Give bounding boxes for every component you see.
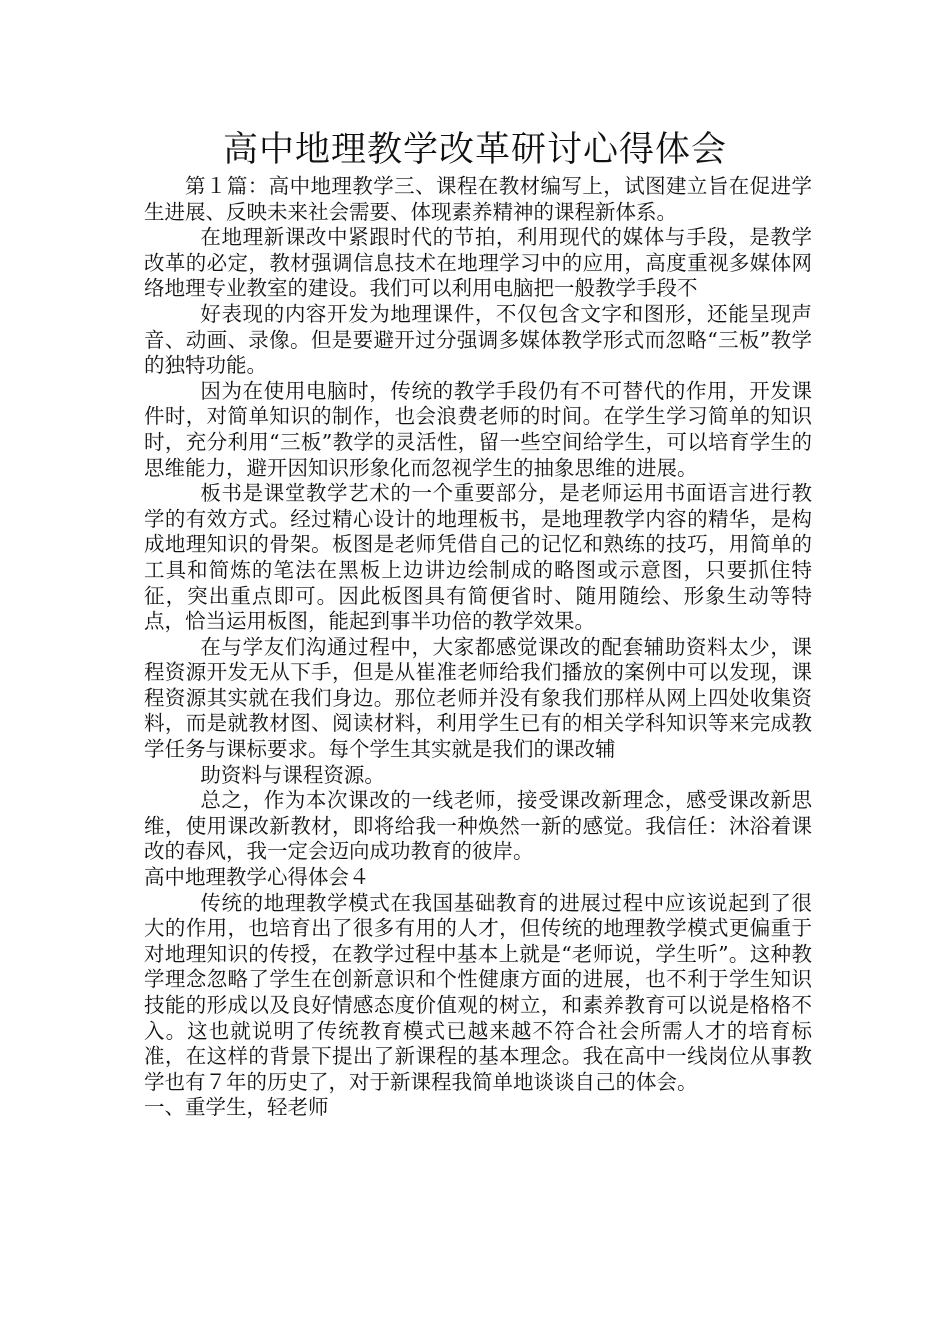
section-heading-4: 高中地理教学心得体会４ [144, 865, 370, 890]
paragraph-7: 助资料与课程资源。 [200, 762, 385, 787]
paragraph-4: 因为在使用电脑时，传统的教学手段仍有不可替代的作用，开发课件时，对简单知识的制作，也会浪费老师的时间。在学生学习简单的知识时，充分利用“三板”教学的灵活性，留一些空间给学生，可以培育学生的思维能力，避开因知识形象化而忽视学生的抽象思维的进展。 [144, 378, 812, 480]
paragraph-2: 在地理新课改中紧跟时代的节拍，利用现代的媒体与手段，是教学改革的必定，教材强调信息技术在地理学习中的应用，高度重视多媒体网络地理专业教室的建设。我们可以利用电脑把一般教学手段不 [144, 225, 812, 301]
document-title: 高中地理教学改革研讨心得体会 [222, 130, 727, 170]
document-body [144, 174, 812, 1121]
paragraph-3: 好表现的内容开发为地理课件，不仅包含文字和图形，还能呈现声音、动画、录像。但是要避开过分强调多媒体教学形式而忽略“三板”教学的独特功能。 [144, 301, 812, 378]
section-heading-1: 一、重学生，轻老师 [144, 1095, 329, 1120]
paragraph-6: 在与学友们沟通过程中，大家都感觉课改的配套辅助资料太少，课程资源开发无从下手，但是从崔准老师给我们播放的案例中可以发现，课程资源其实就在我们身边。那位老师并没有象我们那样从网上四处收集资料，而是就教材图、阅读材料，利用学生已有的相关学科知识等来完成教学任务与课标要求。每个学生其实就是我们的课改辅 [144, 634, 812, 762]
paragraph-8: 总之，作为本次课改的一线老师，接受课改新理念，感受课改新思维，使用课改新教材，即将给我一种焕然一新的感觉。我信任：沐浴着课改的春风，我一定会迈向成功教育的彼岸。 [144, 788, 812, 864]
paragraph-9: 传统的地理教学模式在我国基础教育的进展过程中应该说起到了很大的作用，也培育出了很多有用的人才，但传统的地理教学模式更偏重于对地理知识的传授，在教学过程中基本上就是“老师说，学生听”。这种教学理念忽略了学生在创新意识和个性健康方面的进展，也不利于学生知识技能的形成以及良好情感态度价值观的树立，和素养教育可以说是格格不入。这也就说明了传统教育模式已越来越不符合社会所需人才的培育标准，在这样的背景下提出了新课程的基本理念。我在高中一线岗位从事教学也有７年的历史了，对于新课程我简单地谈谈自己的体会。 [144, 890, 812, 1094]
paragraph-5: 板书是课堂教学艺术的一个重要部分，是老师运用书面语言进行教学的有效方式。经过精心设计的地理板书，是地理教学内容的精华，是构成地理知识的骨架。板图是老师凭借自己的记忆和熟练的技巧，用简单的工具和简炼的笔法在黑板上边讲边绘制成的略图或示意图，只要抓住特征，突出重点即可。因此板图具有简便省时、随用随绘、形象生动等特点，恰当运用板图，能起到事半功倍的教学效果。 [144, 481, 812, 634]
paragraph-1: 第１篇：高中地理教学三、课程在教材编写上，试图建立旨在促进学生进展、反映未来社会需要、体现素养精神的课程新体系。 [144, 174, 812, 224]
